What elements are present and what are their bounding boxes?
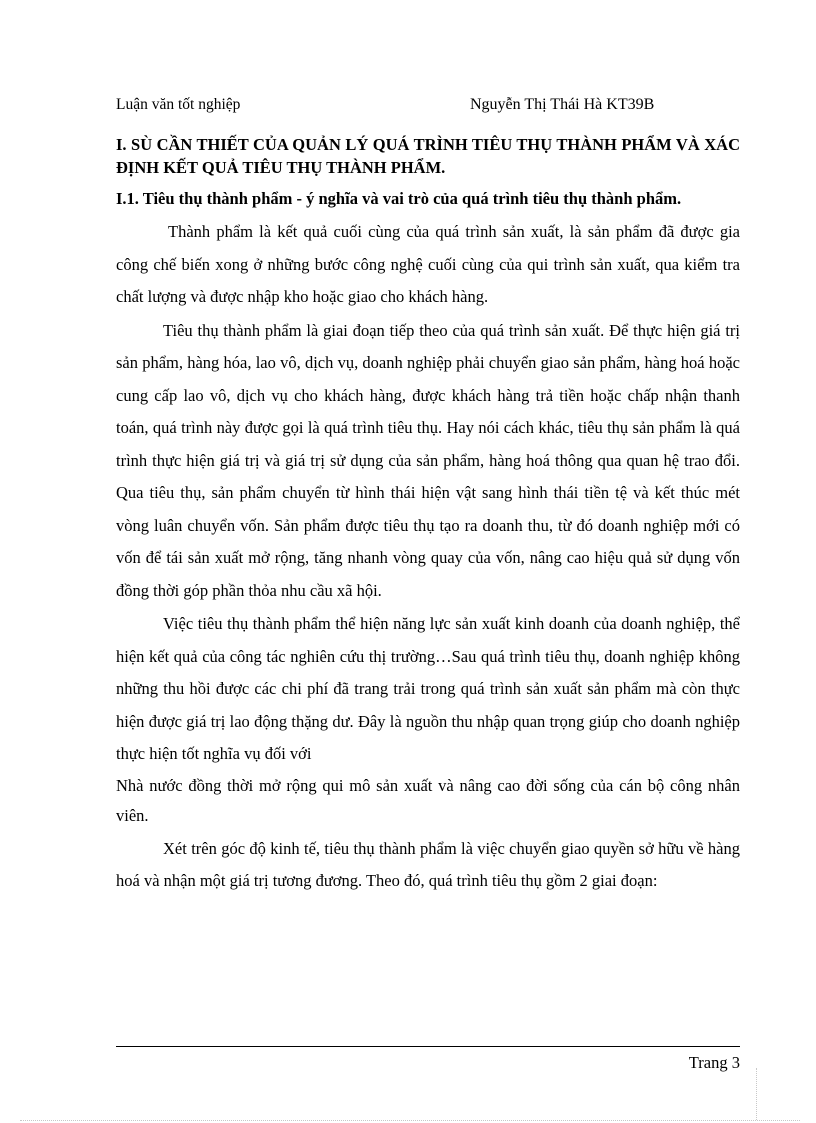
paragraph-5: Xét trên góc độ kinh tế, tiêu thụ thành phẩm là việc chuyển giao quyền sở hữu về hàng hoá và nhận một giá trị tương đương. Theo đó, quá trình tiêu thụ gồm 2 giai đoạn: xyxy=(116,838,740,890)
page-header xyxy=(116,96,740,118)
section-heading: I. SÙ CẦN THIẾT CỦA QUẢN LÝ QUÁ TRÌNH TIÊU THỤ THÀNH PHẨM VÀ XÁC ĐỊNH KẾT QUẢ TIÊU THỤ THÀNH PHẨM. xyxy=(116,135,740,177)
subsection-heading: I.1. Tiêu thụ thành phẩm - ý nghĩa và vai trò của quá trình tiêu thụ thành phẩm. xyxy=(116,189,682,208)
paragraph-1: Thành phẩm là kết quả cuối cùng của quá trình sản xuất, là sản phẩm đã được gia công chế biến xong ở những bước công nghệ cuối cùng của qui trình sản xuất, qua kiểm tra chất lượng và được nhập kho hoặc giao cho khách hàng. xyxy=(116,222,740,306)
header-left-text: Luận văn tốt nghiệp xyxy=(116,96,241,113)
page-boundary-dotted xyxy=(20,1120,800,1121)
paragraph-3: Việc tiêu thụ thành phẩm thể hiện năng lực sản xuất kinh doanh của doanh nghiệp, thể hiện kết quả của công tác nghiên cứu thị trường…Sau quá trình tiêu thụ, doanh nghiệp không những thu hồi được các chi phí đã trang trải trong quá trình sản xuất sản phẩm mà còn thực hiện được giá trị lao động thặng dư. Đây là nguồn thu nhập quan trọng giúp cho doanh nghiệp thực hiện tốt nghĩa vụ đối với xyxy=(116,614,740,763)
paragraph-2: Tiêu thụ thành phẩm là giai đoạn tiếp theo của quá trình sản xuất. Để thực hiện giá trị sản phẩm, hàng hóa, lao vô, dịch vụ, doanh nghiệp phải chuyển giao sản phẩm, hàng hoá hoặc cung cấp lao vô, dịch vụ cho khách hàng, được khách hàng trả tiền hoặc chấp nhận thanh toán, quá trình này được gọi là quá trình tiêu thụ. Hay nói cách khác, tiêu thụ sản phẩm là quá trình thực hiện giá trị và giá trị sử dụng của sản phẩm, hàng hoá thông qua quan hệ trao đổi. Qua tiêu thụ, sản phẩm chuyển từ hình thái hiện vật sang hình thái tiền tệ và kết thúc mét vòng luân chuyển vốn. Sản phẩm được tiêu thụ tạo ra doanh thu, từ đó doanh nghiệp mới có vốn để tái sản xuất mở rộng, tăng nhanh vòng quay của vốn, nâng cao hiệu quả sử dụng vốn đồng thời góp phần thỏa nhu cầu xã hội. xyxy=(116,320,740,600)
page-content xyxy=(116,133,740,899)
paragraph-4: Nhà nước đồng thời mở rộng qui mô sản xuất và nâng cao đời sống của cán bộ công nhân viên. xyxy=(116,775,740,825)
page-boundary-vertical-dotted xyxy=(756,1068,757,1120)
header-right-text: Nguyễn Thị Thái Hà KT39B xyxy=(470,96,655,113)
page-number: Trang 3 xyxy=(688,1053,740,1072)
footer-divider xyxy=(116,1046,740,1047)
